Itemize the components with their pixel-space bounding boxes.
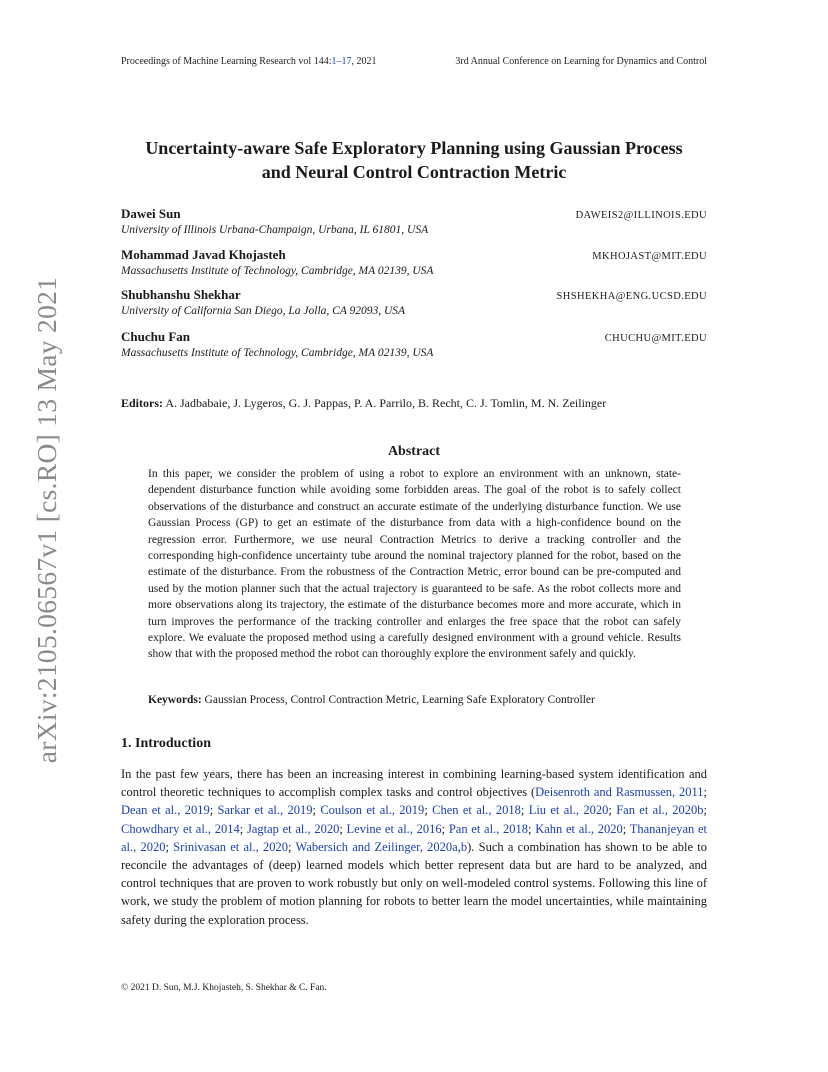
citation-link[interactable]: b (460, 839, 468, 854)
arxiv-identifier: arXiv:2105.06567v1 [cs.RO] 13 May 2021 (31, 276, 62, 764)
author-affiliation: Massachusetts Institute of Technology, Cambridge, MA 02139, USA (121, 347, 434, 359)
section-heading-introduction: 1. Introduction (121, 736, 211, 751)
citation-link[interactable]: Coulson et al., 2019 (320, 803, 425, 818)
abstract-heading: Abstract (387, 444, 441, 459)
author-email: MKHOJAST@MIT.EDU (592, 251, 707, 262)
author-name: Dawei Sun (121, 206, 181, 221)
author-affiliation: University of Illinois Urbana-Champaign, Urbana, IL 61801, USA (121, 224, 429, 236)
citation-link[interactable]: Wabersich and Zeilinger, 2020a (295, 839, 458, 854)
author-name: Shubhanshu Shekhar (121, 287, 241, 302)
citation-list: Deisenroth and Rasmussen, 2011; Dean et al., 2019; Sarkar et al., 2019; Coulson et al., 2019; Chen et al., 2018; Liu et al., 2020; Fan et al., 2020b; Chowdhary et al., 2014; Jagtap et al., 2020; Levine et al., 2016; Pan et al., 2018; Kahn et al., 2020; Thananjeyan et al., 2020; Srinivasan et al., 2020; Wabersich and Zeilinger, 2020a,b (121, 785, 708, 854)
citation-link[interactable]: Levine et al., 2016 (346, 821, 442, 836)
abstract-text: In this paper, we consider the problem of using a robot to explore an environment with an unknown, state-dependent disturbance function while avoiding some forbidden areas. The goal of the robot is to safely collect observations of the disturbance and construct an accurate estimate of the underlying disturbance function. We use Gaussian Process (GP) to get an estimate of the disturbance from data with a high-confidence bound on the regression error. Furthermore, we use neural Contraction Metrics to derive a tracking controller and the corresponding high-confidence uncertainty tube around the nominal trajectory planned for the robot, based on the estimate of the disturbance. From the robustness of the Contraction Metric, error bound can be pre-computed and used by the motion planner such that the actual trajectory is guaranteed to be safe. As the robot collects more and more observations along its trajectory, the estimate of the disturbance becomes more and more accurate, which in turn improves the performance of the tracking controller and enlarges the free space that the robot can safely explore. We evaluate the proposed method using a carefully designed environment with a ground vehicle. Results show that with the proposed method the robot can thoroughly explore the environment safely and quickly. (148, 468, 681, 661)
citation-link[interactable]: Jagtap et al., 2020 (246, 821, 340, 836)
citation-link[interactable]: Chowdhary et al., 2014 (121, 821, 240, 836)
copyright-footer: © 2021 D. Sun, M.J. Khojasteh, S. Shekhar & C. Fan. (121, 983, 327, 993)
editors-line (121, 396, 707, 411)
keywords-line (148, 694, 688, 706)
author-block (121, 329, 707, 359)
header-conference: 3rd Annual Conference on Learning for Dynamics and Control (455, 56, 707, 67)
author-block (121, 247, 707, 277)
author-block (121, 287, 707, 317)
introduction-paragraph: In the past few years, there has been an increasing interest in combining learning-based system identification and control theoretic techniques to accomplish complex tasks and control objectives (Deisenroth and Rasmussen, 2011; Dean et al., 2019; Sarkar et al., 2019; Coulson et al., 2019; Chen et al., 2018; Liu et al., 2020; Fan et al., 2020b; Chowdhary et al., 2014; Jagtap et al., 2020; Levine et al., 2016; Pan et al., 2018; Kahn et al., 2020; Thananjeyan et al., 2020; Srinivasan et al., 2020; Wabersich and Zeilinger, 2020a,b). Such a combination has shown to be able to reconcile the advantages of (deep) learned models which better represent data but are hard to be analyzed, and control techniques that are proven to work robustly but only on well-modeled control systems. Following this line of work, we study the problem of motion planning for robots to better learn the model uncertainties, while maintaining safety during the exploration process. (121, 767, 708, 927)
running-header (121, 56, 707, 67)
editors-list: A. Jadbabaie, J. Lygeros, G. J. Pappas, P. A. Parrilo, B. Recht, C. J. Tomlin, M. N. Zeilinger (165, 396, 607, 410)
citation-link[interactable]: Deisenroth and Rasmussen, 2011 (535, 785, 704, 800)
citation-link[interactable]: Fan et al., 2020b (616, 803, 704, 818)
author-affiliation: Massachusetts Institute of Technology, Cambridge, MA 02139, USA (121, 265, 434, 277)
header-proceedings: Proceedings of Machine Learning Research vol 144:1–17, 2021 (121, 56, 377, 67)
author-email: CHUCHU@MIT.EDU (604, 333, 707, 344)
author-block (121, 206, 707, 236)
citation-link[interactable]: Kahn et al., 2020 (535, 821, 623, 836)
editors-label: Editors: (121, 396, 163, 410)
header-pages-link[interactable]: 1–17 (331, 56, 352, 67)
citation-link[interactable]: Dean et al., 2019 (121, 803, 210, 818)
paper-title: Uncertainty-aware Safe Exploratory Planning using Gaussian Process and Neural Control Contraction Metric (145, 138, 683, 182)
author-affiliation: University of California San Diego, La Jolla, CA 92093, USA (121, 305, 406, 317)
author-name: Mohammad Javad Khojasteh (121, 247, 286, 262)
keywords-list: Gaussian Process, Control Contraction Metric, Learning Safe Exploratory Controller (204, 694, 595, 706)
keywords-label: Keywords: (148, 694, 202, 706)
citation-link[interactable]: Chen et al., 2018 (432, 803, 521, 818)
citation-link[interactable]: Thananjeyan et al., 2020 (121, 821, 707, 854)
author-email: DAWEIS2@ILLINOIS.EDU (575, 210, 707, 221)
citation-link[interactable]: Liu et al., 2020 (528, 803, 609, 818)
citation-link[interactable]: Srinivasan et al., 2020 (173, 839, 289, 854)
citation-link[interactable]: Pan et al., 2018 (448, 821, 529, 836)
author-email: SHSHEKHA@ENG.UCSD.EDU (556, 291, 707, 302)
citation-link[interactable]: Sarkar et al., 2019 (217, 803, 313, 818)
author-name: Chuchu Fan (121, 329, 190, 344)
